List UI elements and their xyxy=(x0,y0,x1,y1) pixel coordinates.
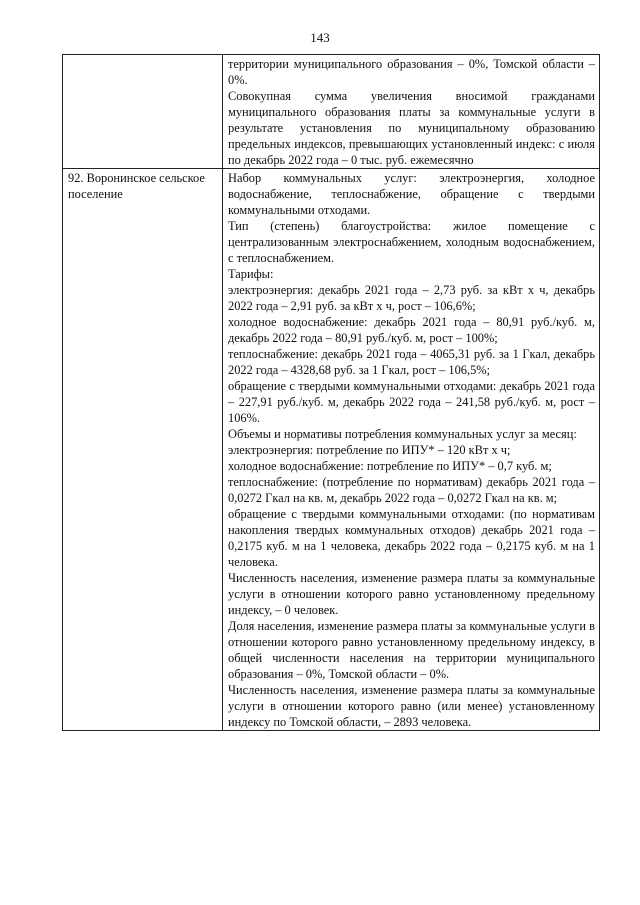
table-row xyxy=(63,55,600,169)
paragraph: Объемы и нормативы потребления коммунальных услуг за месяц: xyxy=(228,427,577,441)
paragraph: Тарифы: xyxy=(228,267,274,281)
paragraph: обращение с твердыми коммунальными отходами: (по нормативам накопления твердых коммунальных отходов) декабрь 2021 года – 0,2175 куб. м на 1 человека, декабрь 2022 года – 0,2175 куб. м на 1 человека. xyxy=(228,507,595,569)
paragraph: Доля населения, изменение размера платы за коммунальные услуги в отношении которого равно установленному предельному индексу, в общей численности населения на территории муниципального образования – 0%, Томской области – 0%. xyxy=(228,619,595,681)
paragraph: Численность населения, изменение размера платы за коммунальные услуги в отношении которого равно установленному предельному индексу, – 0 человек. xyxy=(228,571,595,617)
paragraph: обращение с твердыми коммунальными отходами: декабрь 2021 года – 227,91 руб./куб. м, декабрь 2022 года – 241,58 руб./куб. м, рост – 106%. xyxy=(228,379,595,425)
paragraph: холодное водоснабжение: потребление по ИПУ* – 0,7 куб. м; xyxy=(228,459,552,473)
paragraph: территории муниципального образования – 0%, Томской области – 0%. xyxy=(228,57,595,87)
municipality-cell: 92. Воронинское сельское поселение xyxy=(63,169,223,731)
table-row xyxy=(63,169,600,731)
municipality-cell xyxy=(63,55,223,169)
paragraph: теплоснабжение: (потребление по нормативам) декабрь 2021 года – 0,0272 Гкал на кв. м, декабрь 2022 года – 0,0272 Гкал на кв. м; xyxy=(228,475,595,505)
paragraph: электроэнергия: потребление по ИПУ* – 120 кВт х ч; xyxy=(228,443,511,457)
paragraph: теплоснабжение: декабрь 2021 года – 4065,31 руб. за 1 Гкал, декабрь 2022 года – 4328,68 руб. за 1 Гкал, рост – 106,5%; xyxy=(228,347,595,377)
paragraph: Численность населения, изменение размера платы за коммунальные услуги в отношении которого равно (или менее) установленному индексу по Томской области, – 2893 человека. xyxy=(228,683,595,729)
page-number: 143 xyxy=(310,30,330,45)
paragraph: электроэнергия: декабрь 2021 года – 2,73 руб. за кВт х ч, декабрь 2022 года – 2,91 руб. за кВт х ч, рост – 106,6%; xyxy=(228,283,595,313)
paragraph: холодное водоснабжение: декабрь 2021 года – 80,91 руб./куб. м, декабрь 2022 года – 80,91 руб./куб. м, рост – 100%; xyxy=(228,315,595,345)
details-cell xyxy=(223,169,600,731)
tariff-table xyxy=(62,54,600,731)
paragraph: Совокупная сумма увеличения вносимой гражданами муниципального образования платы за коммунальные услуги в результате установления по муниципальному образованию предельных индексов, превышающих установленный индекс: с июля по декабрь 2022 года – 0 тыс. руб. ежемесячно xyxy=(228,89,595,167)
details-cell xyxy=(223,55,600,169)
paragraph: Тип (степень) благоустройства: жилое помещение с централизованным электроснабжением, холодным водоснабжением, с теплоснабжением. xyxy=(228,219,595,265)
paragraph: Набор коммунальных услуг: электроэнергия, холодное водоснабжение, теплоснабжение, обращение с твердыми коммунальными отходами. xyxy=(228,171,595,217)
